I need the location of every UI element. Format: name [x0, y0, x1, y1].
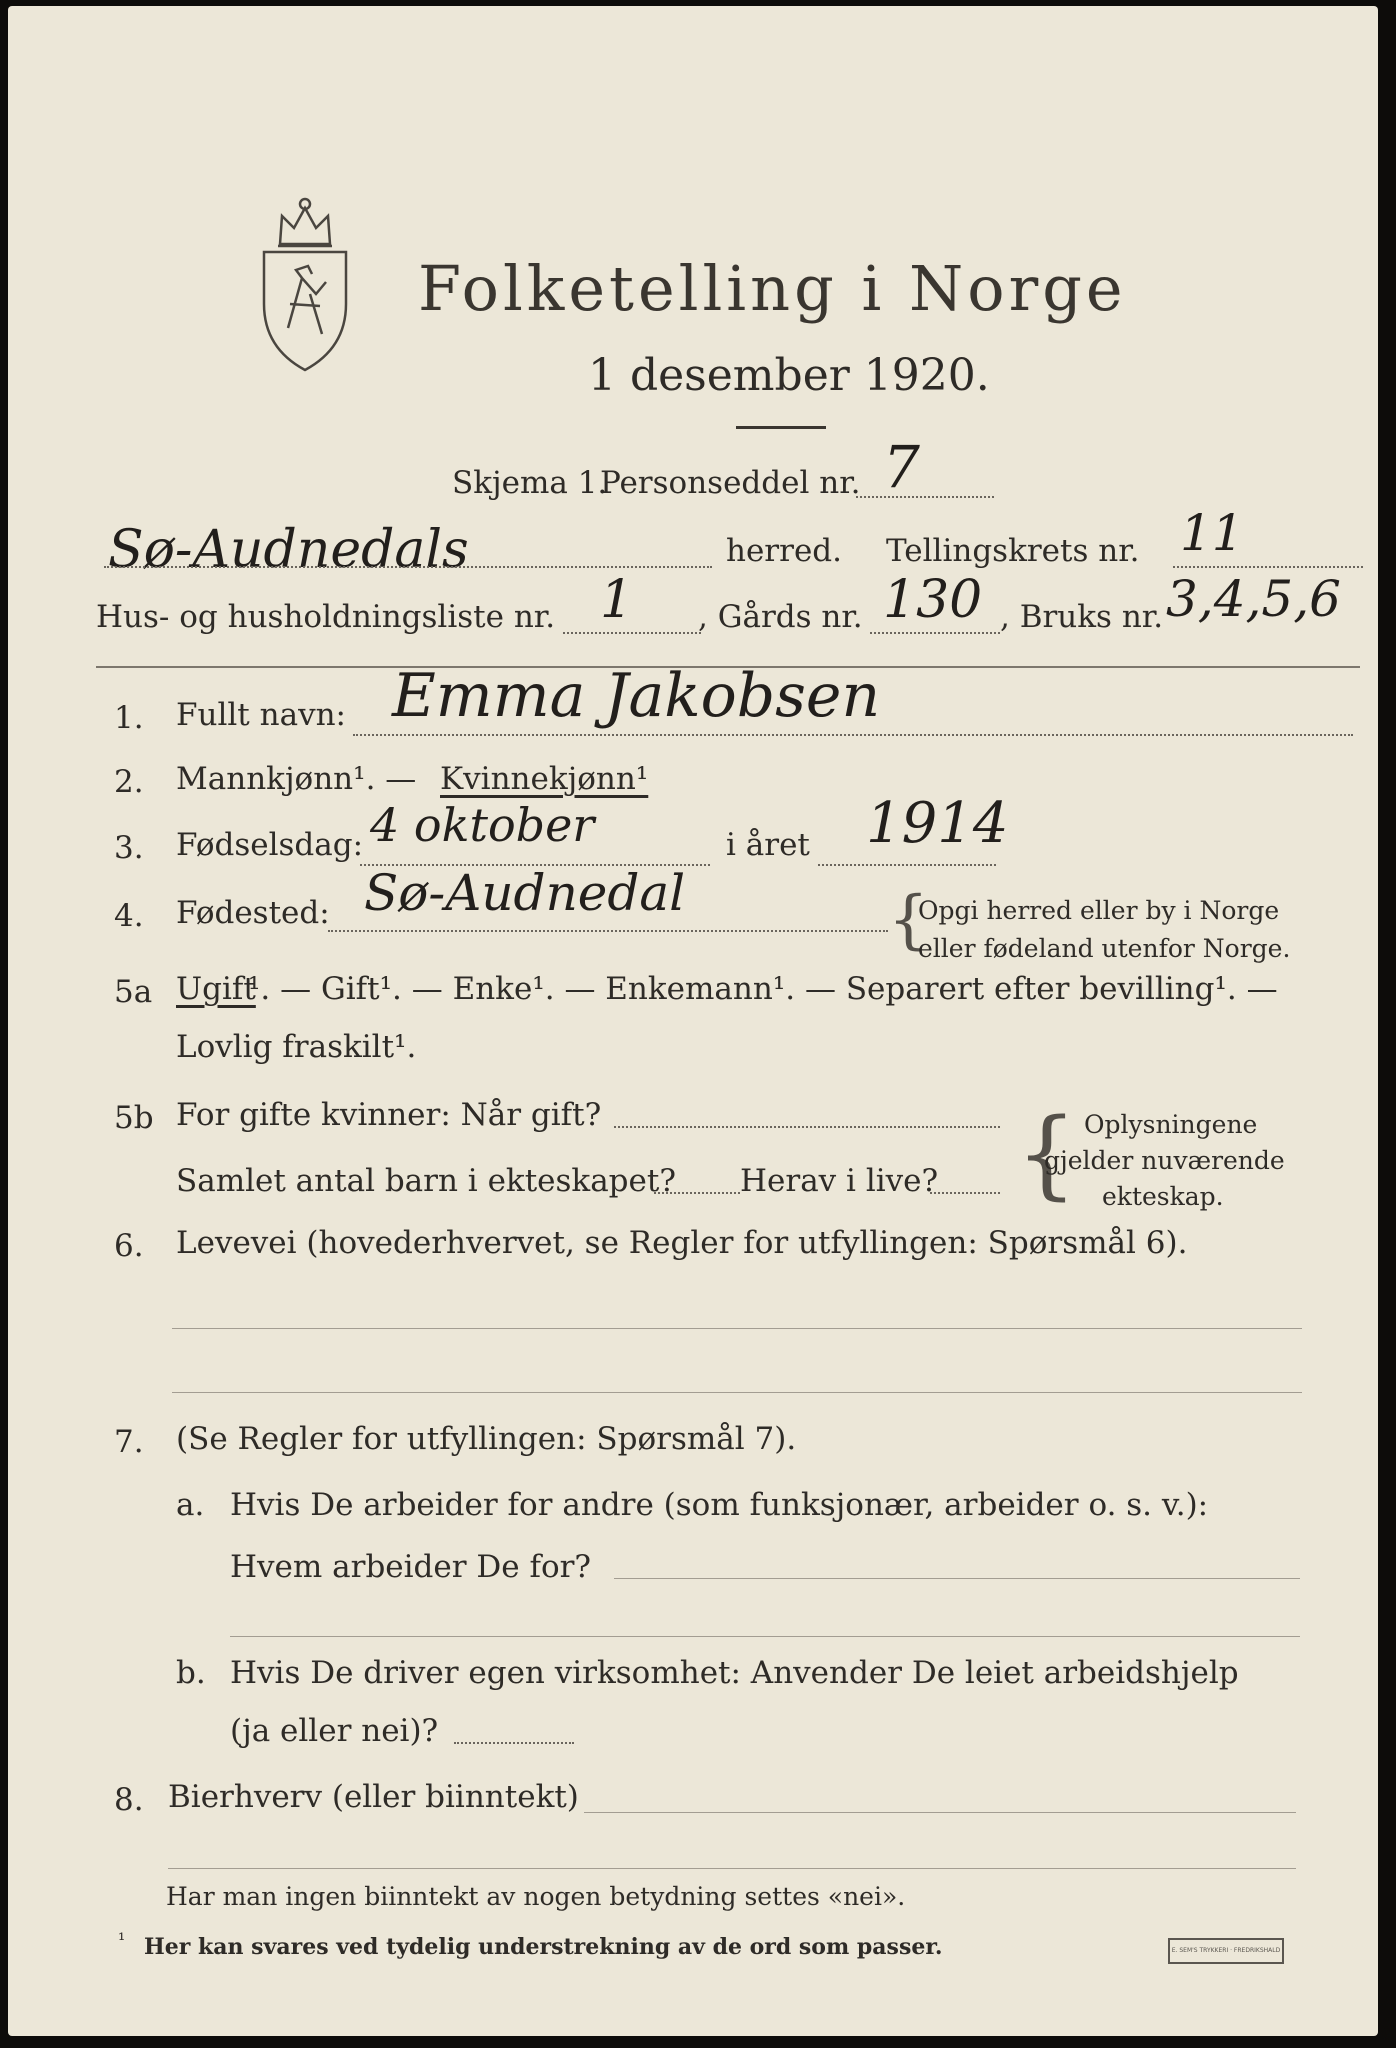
form-date: 1 desember 1920.	[588, 350, 990, 401]
q3-year-field	[818, 864, 996, 866]
q8-answer-line-2[interactable]	[168, 1868, 1296, 1869]
q5b-children: Samlet antal barn i ekteskapet?	[176, 1163, 676, 1199]
q5a-number: 5a	[114, 974, 153, 1010]
census-form	[8, 6, 1378, 2036]
q5b-note-3: ekteskap.	[1102, 1182, 1224, 1211]
q4-field	[328, 930, 888, 932]
q6-label: Levevei (hovederhvervet, se Regler for utfyllingen: Spørsmål 6).	[176, 1225, 1188, 1261]
q1-label: Fullt navn:	[176, 697, 346, 733]
gards-field	[870, 632, 1000, 634]
q6-answer-line-1[interactable]	[172, 1328, 1302, 1329]
q5b-alive-field	[930, 1192, 1000, 1194]
personseddel-field	[856, 496, 994, 498]
q2-number: 2.	[114, 764, 144, 800]
q5b-children-field	[654, 1192, 740, 1194]
q7b-text: Hvis De driver egen virksomhet: Anvender De leiet arbeidshjelp	[230, 1655, 1239, 1691]
q2-male: Mannkjønn¹. —	[176, 761, 417, 797]
q3-year-label: i året	[726, 827, 810, 863]
q7a-letter: a.	[176, 1487, 205, 1523]
q3-label: Fødselsdag:	[176, 827, 364, 863]
q7-number: 7.	[114, 1424, 144, 1460]
q3-value[interactable]: 4 oktober	[370, 798, 595, 852]
q7a-answer-field[interactable]	[614, 1578, 1300, 1579]
husliste-label: Hus- og husholdningsliste nr.	[96, 599, 556, 635]
q1-field	[353, 734, 1353, 736]
gards-label: , Gårds nr.	[698, 599, 863, 635]
norway-coat-of-arms-icon	[250, 186, 360, 376]
q4-note-1: Opgi herred eller by i Norge	[918, 896, 1280, 925]
gards-value[interactable]: 130	[883, 570, 983, 630]
q4-value[interactable]: Sø-Audnedal	[364, 864, 686, 922]
q5a-line2: Lovlig fraskilt¹.	[176, 1029, 417, 1065]
q2-female[interactable]: Kvinnekjønn¹	[440, 761, 649, 797]
q7a-answer-line-2[interactable]	[230, 1636, 1300, 1637]
q4-number: 4.	[114, 898, 144, 934]
q5b-brace: {	[1016, 1098, 1078, 1210]
q4-label: Fødested:	[176, 895, 330, 931]
q7a-text: Hvis De arbeider for andre (som funksjonær, arbeider o. s. v.):	[230, 1487, 1209, 1523]
personseddel-value[interactable]: 7	[883, 433, 920, 501]
q5b-number: 5b	[114, 1100, 154, 1136]
tellingskrets-label: Tellingskrets nr.	[886, 533, 1140, 569]
personseddel-label: Personseddel nr.	[600, 465, 861, 501]
q3-year-value[interactable]: 1914	[866, 791, 1009, 856]
tellingskrets-field	[1173, 566, 1363, 568]
q5a-ugift[interactable]: Ugift	[176, 971, 256, 1007]
printer-stamp	[1168, 1938, 1284, 1964]
q6-answer-line-2[interactable]	[172, 1392, 1302, 1393]
q8-answer-field[interactable]	[584, 1812, 1296, 1813]
title-divider	[736, 426, 826, 429]
q7b-letter: b.	[176, 1655, 206, 1691]
q6-number: 6.	[114, 1228, 144, 1264]
q8-number: 8.	[114, 1782, 144, 1818]
q5b-married-field	[614, 1126, 1000, 1128]
q7b-answer-field[interactable]	[454, 1742, 574, 1744]
q8-label: Bierhverv (eller biinntekt)	[168, 1779, 579, 1815]
footnote-text: Her kan svares ved tydelig understrekning av de ord som passer.	[144, 1934, 943, 1960]
bruks-label: , Bruks nr.	[1000, 599, 1164, 635]
herred-value[interactable]: Sø-Audnedals	[108, 520, 469, 580]
q7b-text2: (ja eller nei)?	[230, 1713, 439, 1749]
footnote-mark: ¹	[118, 1930, 126, 1951]
herred-field	[104, 566, 712, 568]
herred-label: herred.	[726, 533, 842, 569]
q3-number: 3.	[114, 830, 144, 866]
q4-brace: {	[888, 883, 929, 957]
q1-value[interactable]: Emma Jakobsen	[392, 661, 881, 731]
q7-label: (Se Regler for utfyllingen: Spørsmål 7).	[176, 1421, 797, 1457]
q7a-text2: Hvem arbeider De for?	[230, 1549, 592, 1585]
q5b-note-1: Oplysningene	[1084, 1110, 1258, 1139]
husliste-value[interactable]: 1	[600, 570, 634, 630]
q1-number: 1.	[114, 700, 144, 736]
biinntekt-note: Har man ingen biinntekt av nogen betydning settes «nei».	[166, 1882, 906, 1911]
q5b-line1: For gifte kvinner: Når gift?	[176, 1097, 602, 1133]
bruks-value[interactable]: 3,4,5,6	[1166, 570, 1341, 628]
form-title: Folketelling i Norge	[418, 252, 1127, 325]
q4-note-2: eller fødeland utenfor Norge.	[918, 934, 1291, 963]
q5b-note-2: gjelder nuværende	[1044, 1146, 1285, 1175]
printer-stamp-text: E. SEM'S TRYKKERI · FREDRIKSHALD	[1171, 1947, 1281, 1954]
schema-label: Skjema 1.	[452, 465, 608, 501]
q5a-options: ¹. — Gift¹. — Enke¹. — Enkemann¹. — Separert efter bevilling¹. —	[248, 971, 1278, 1007]
husliste-field	[563, 632, 701, 634]
tellingskrets-value[interactable]: 11	[1180, 504, 1244, 562]
q5b-alive: Herav i live?	[740, 1163, 939, 1199]
